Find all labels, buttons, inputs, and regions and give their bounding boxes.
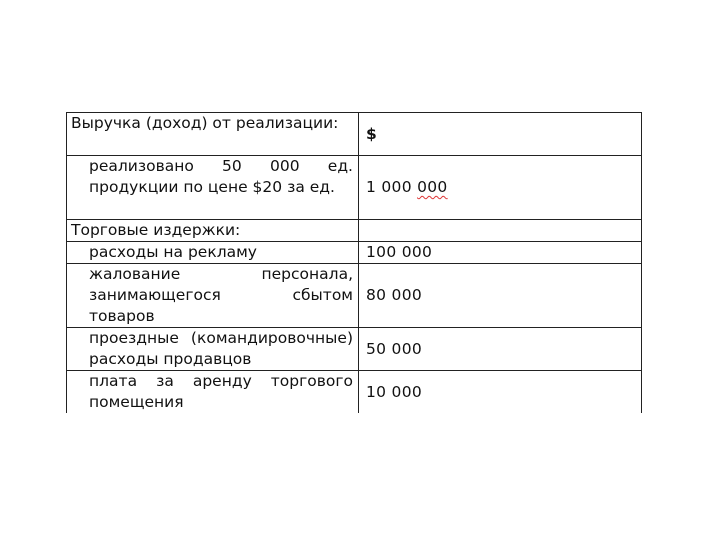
row-value-advertising: 100 000	[359, 242, 642, 264]
table-row	[67, 220, 642, 242]
sales-costs-table	[66, 112, 642, 413]
row-label-travel: проездные (командировочные) расходы продавцов	[67, 328, 359, 371]
document-table-container	[66, 112, 642, 418]
spellcheck-marked-digits: 000	[417, 178, 448, 196]
revenue-amount-part: 1 000	[366, 178, 418, 196]
table-row	[67, 242, 642, 264]
row-value-travel: 50 000	[359, 328, 642, 371]
table-row	[67, 371, 642, 414]
row-label-advertising: расходы на рекламу	[67, 242, 359, 264]
table-row	[67, 264, 642, 328]
row-value-currency	[359, 113, 642, 156]
row-value-sales-staff: 80 000	[359, 264, 642, 328]
table-row	[67, 113, 642, 156]
row-label-revenue: Выручка (доход) от реализации:	[67, 113, 359, 156]
table-row	[67, 328, 642, 371]
row-label-units-sold: реализовано 50 000 ед. продукции по цене $20 за ед.	[67, 156, 359, 220]
row-value-revenue-amount	[359, 156, 642, 220]
row-label-selling-costs: Торговые издержки:	[67, 220, 359, 242]
currency-symbol: $	[366, 124, 378, 143]
row-label-rent: плата за аренду торгового помещения	[67, 371, 359, 414]
row-value-empty	[359, 220, 642, 242]
row-value-rent: 10 000	[359, 371, 642, 414]
table-row	[67, 156, 642, 220]
row-label-sales-staff: жалование персонала, занимающегося сбытом товаров	[67, 264, 359, 328]
